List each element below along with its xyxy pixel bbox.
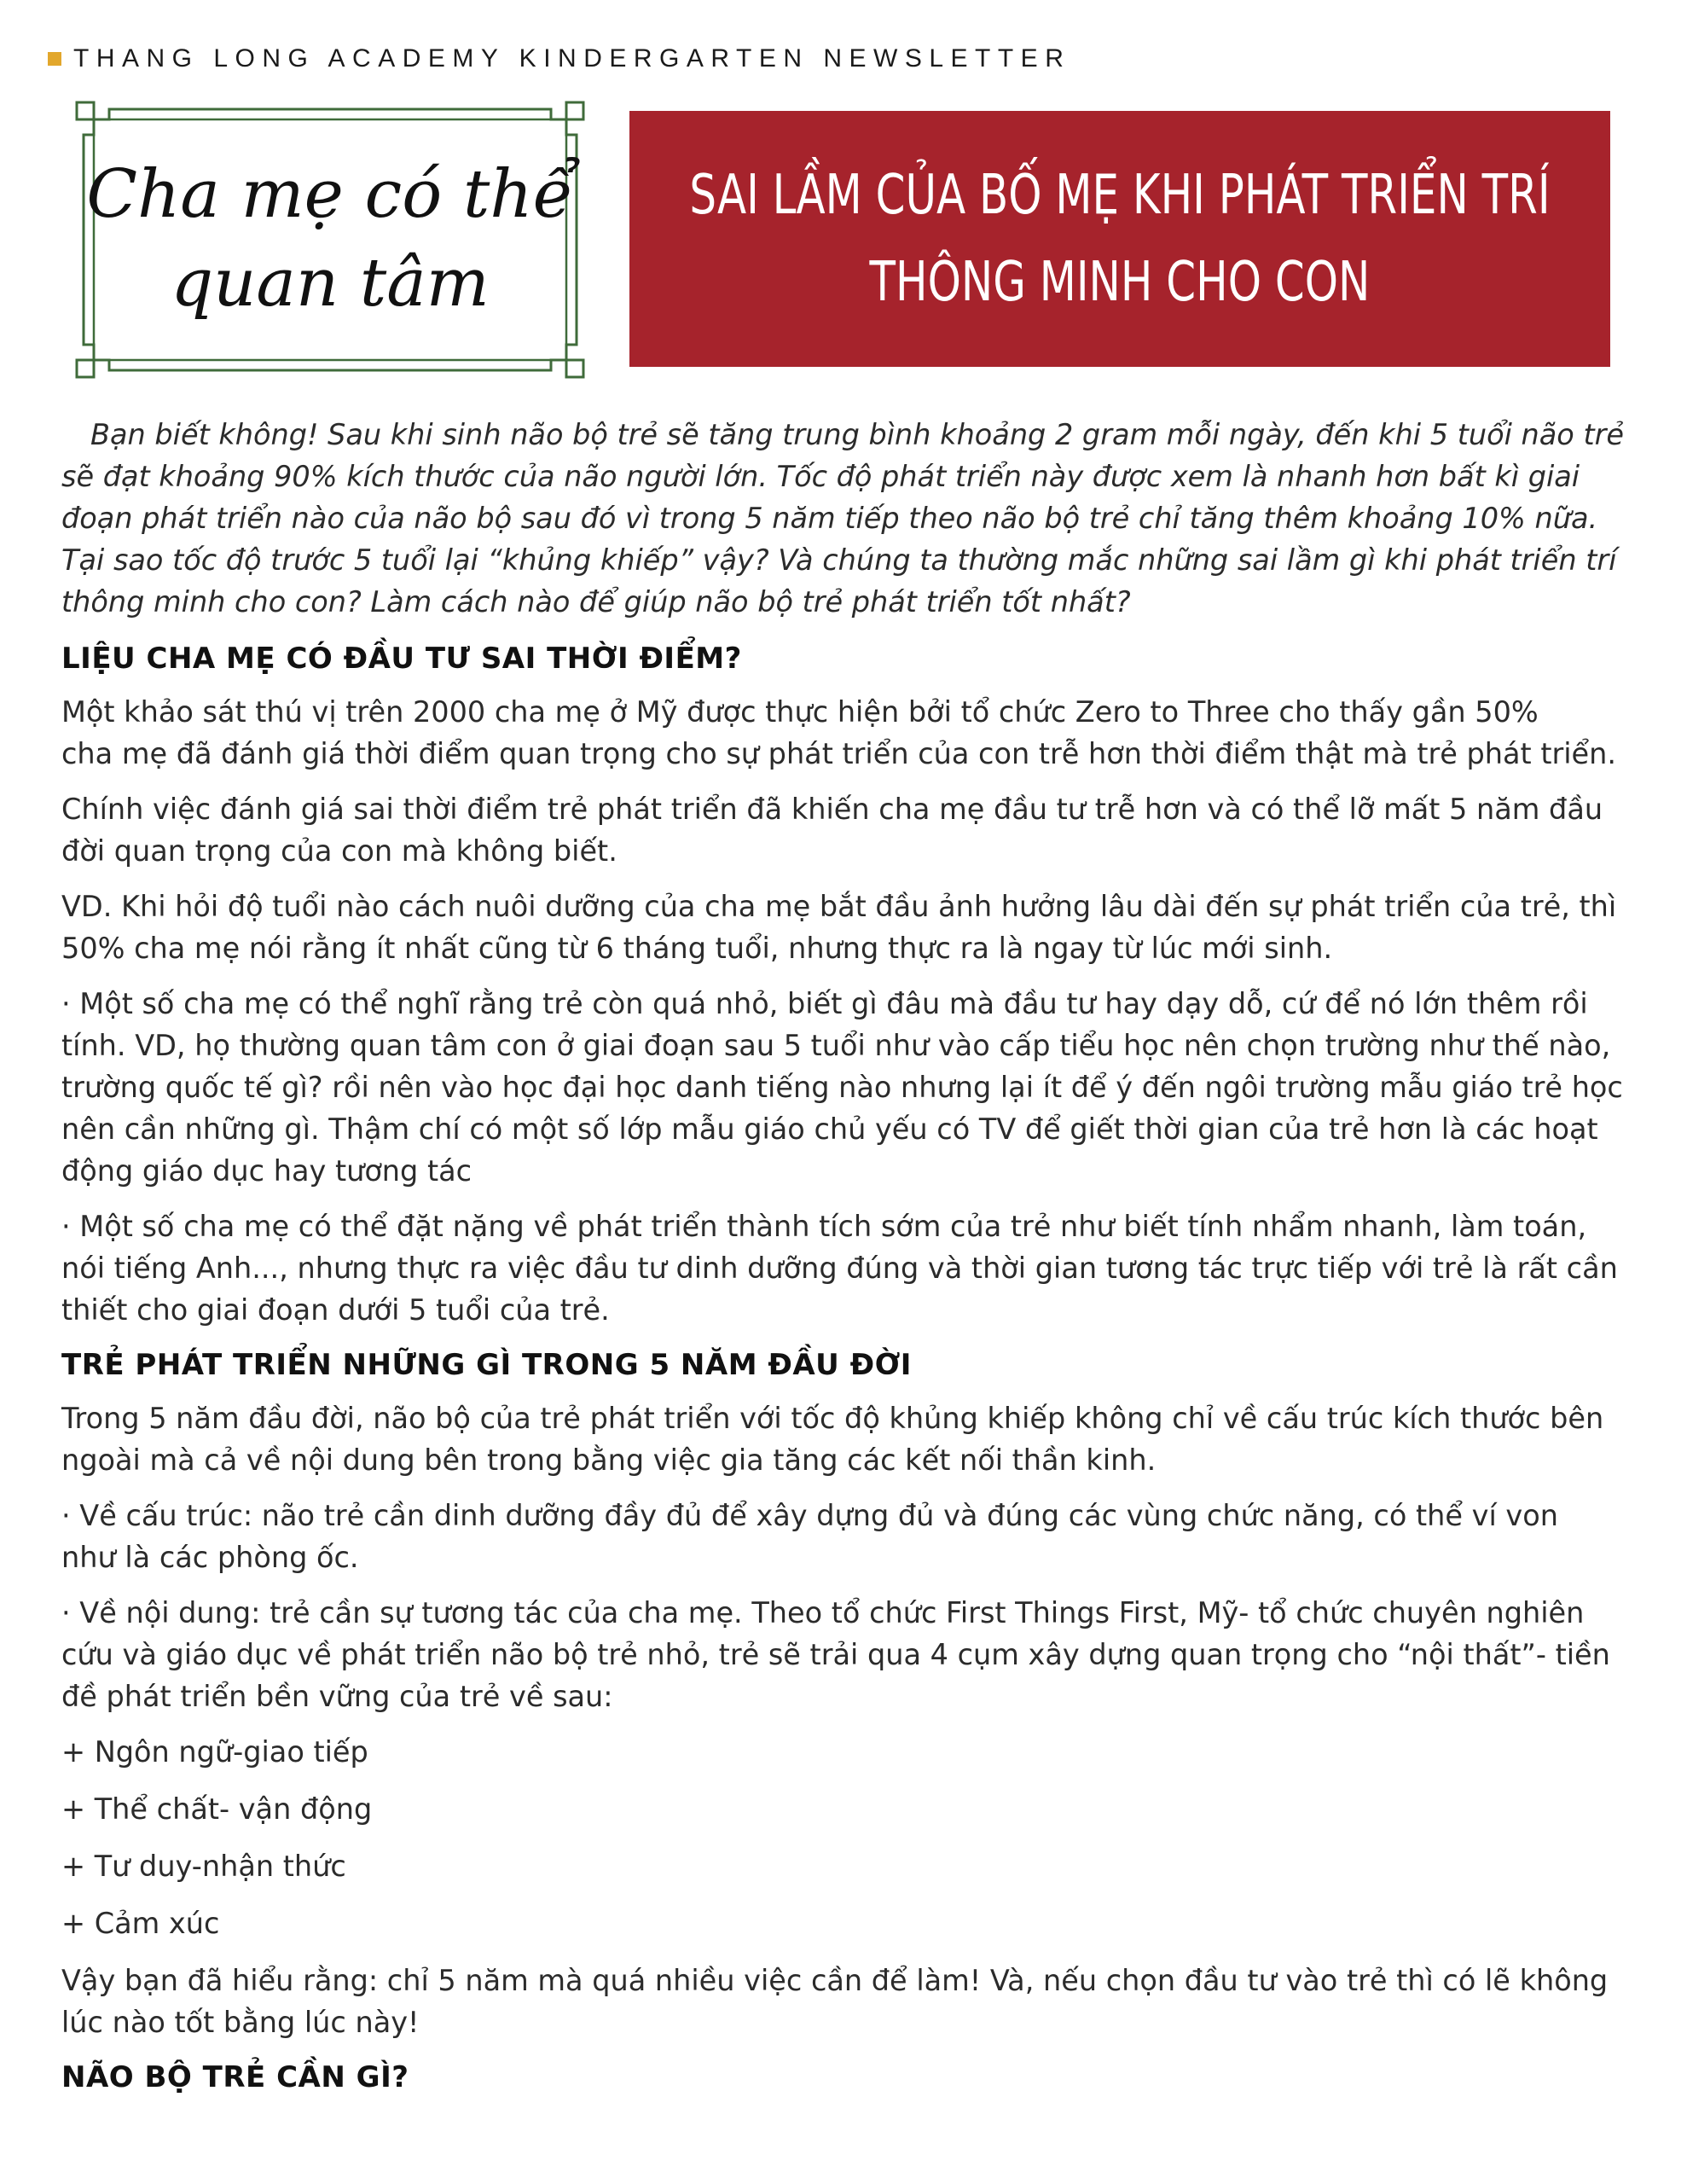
text-line: Tại sao tốc độ trước 5 tuổi lại “khủng khiếp” vậy? Và chúng ta thường mắc những sai lầm gì khi phát triển trí — [61, 543, 1617, 577]
text-line: VD. Khi hỏi độ tuổi nào cách nuôi dưỡng của cha mẹ bắt đầu ảnh hưởng lâu dài đến sự phát triển của trẻ, thì — [61, 890, 1617, 923]
intro-paragraph — [61, 414, 1629, 623]
text-line: 50% cha mẹ nói rằng ít nhất cũng từ 6 tháng tuổi, nhưng thực ra là ngay từ lúc mới sinh. — [61, 932, 1333, 965]
article-title-banner — [629, 111, 1610, 367]
text-line: cứu và giáo dục về phát triển não bộ trẻ nhỏ, trẻ sẽ trải qua 4 cụm xây dựng quan trọng cho “nội thất”- tiền — [61, 1638, 1610, 1671]
list-item: + Ngôn ngữ-giao tiếp — [61, 1735, 368, 1769]
article-title-line-2: THÔNG MINH CHO CON — [869, 251, 1371, 314]
text-line: cha mẹ đã đánh giá thời điểm quan trọng cho sự phát triển của con trễ hơn thời điểm thật mà trẻ phát triển. — [61, 737, 1617, 770]
text-line: động giáo dục hay tương tác — [61, 1154, 472, 1188]
article-title — [689, 152, 1550, 326]
article-body — [61, 414, 1629, 2110]
text-line: Chính việc đánh giá sai thời điểm trẻ phát triển đã khiến cha mẹ đầu tư trễ hơn và có thể lỡ mất 5 năm đầu — [61, 793, 1603, 826]
text-line: Vậy bạn đã hiểu rằng: chỉ 5 năm mà quá nhiều việc cần để làm! Và, nếu chọn đầu tư vào trẻ thì có lẽ không — [61, 1964, 1609, 1997]
section-heading-timing: LIỆU CHA MẸ CÓ ĐẦU TƯ SAI THỜI ĐIỂM? — [61, 642, 742, 676]
text-line: Một khảo sát thú vị trên 2000 cha mẹ ở Mỹ được thực hiện bởi tổ chức Zero to Three cho thấy gần 50% — [61, 695, 1539, 729]
section-label-frame — [75, 101, 585, 379]
text-line: · Một số cha mẹ có thể đặt nặng về phát triển thành tích sớm của trẻ như biết tính nhẩm nhanh, làm toán, — [61, 1210, 1587, 1243]
section-label-text — [75, 150, 585, 328]
text-line: nói tiếng Anh..., nhưng thực ra việc đầu tư dinh dưỡng đúng và thời gian tương tác trực tiếp với trẻ là rất cần — [61, 1252, 1618, 1285]
text-line: đời quan trọng của con mà không biết. — [61, 834, 617, 868]
bullet-paragraph — [61, 1592, 1629, 1717]
paragraph — [61, 788, 1629, 872]
text-line: · Về cấu trúc: não trẻ cần dinh dưỡng đầy đủ để xây dựng đủ và đúng các vùng chức năng, có thể ví von — [61, 1499, 1558, 1532]
text-line: · Về nội dung: trẻ cần sự tương tác của cha mẹ. Theo tổ chức First Things First, Mỹ- tổ chức chuyên nghiên — [61, 1596, 1585, 1629]
list-item: + Thể chất- vận động — [61, 1792, 373, 1826]
article-title-line-1: SAI LẦM CỦA BỐ MẸ KHI PHÁT TRIỂN TRÍ — [689, 164, 1551, 227]
text-line: đề phát triển bền vững của trẻ về sau: — [61, 1680, 613, 1713]
section-label-line-2: quan tâm — [171, 245, 490, 322]
text-line: · Một số cha mẹ có thể nghĩ rằng trẻ còn quá nhỏ, biết gì đâu mà đầu tư hay dạy dỗ, cứ để nó lớn thêm rồi — [61, 987, 1588, 1020]
text-line: ngoài mà cả về nội dung bên trong bằng việc gia tăng các kết nối thần kinh. — [61, 1443, 1157, 1477]
paragraph — [61, 691, 1629, 775]
paragraph — [61, 1960, 1629, 2043]
bullet-paragraph — [61, 1495, 1629, 1578]
text-line: như là các phòng ốc. — [61, 1541, 359, 1574]
list-item: + Tư duy-nhận thức — [61, 1850, 346, 1883]
text-line: trường quốc tế gì? rồi nên vào học đại học danh tiếng nào nhưng lại ít để ý đến ngôi trường mẫu giáo trẻ học — [61, 1071, 1623, 1104]
text-line: thiết cho giai đoạn dưới 5 tuổi của trẻ. — [61, 1293, 610, 1327]
bullet-paragraph — [61, 983, 1629, 1192]
text-line: thông minh cho con? Làm cách nào để giúp não bộ trẻ phát triển tốt nhất? — [61, 585, 1131, 619]
newsletter-masthead — [48, 44, 1070, 73]
text-line: tính. VD, họ thường quan tâm con ở giai đoạn sau 5 tuổi như vào cấp tiểu học nên chọn trường như thế nào, — [61, 1029, 1611, 1062]
masthead-square-icon — [48, 52, 61, 66]
text-line: Bạn biết không! Sau khi sinh não bộ trẻ sẽ tăng trung bình khoảng 2 gram mỗi ngày, đến khi 5 tuổi não trẻ — [90, 418, 1624, 451]
paragraph — [61, 1397, 1629, 1481]
list-item: + Cảm xúc — [61, 1907, 220, 1940]
section-heading-brain-needs: NÃO BỘ TRẺ CẦN GÌ? — [61, 2060, 409, 2094]
section-heading-development: TRẺ PHÁT TRIỂN NHỮNG GÌ TRONG 5 NĂM ĐẦU ĐỜI — [61, 1348, 912, 1382]
text-line: nên cần những gì. Thậm chí có một số lớp mẫu giáo chủ yếu có TV để giết thời gian của trẻ hơn là các hoạt — [61, 1112, 1598, 1146]
text-line: Trong 5 năm đầu đời, não bộ của trẻ phát triển với tốc độ khủng khiếp không chỉ về cấu trúc kích thước bên — [61, 1402, 1604, 1435]
text-line: đoạn phát triển nào của não bộ sau đó vì trong 5 năm tiếp theo não bộ trẻ chỉ tăng thêm khoảng 10% nữa. — [61, 502, 1598, 535]
paragraph — [61, 886, 1629, 969]
bullet-paragraph — [61, 1205, 1629, 1331]
text-line: lúc nào tốt bằng lúc này! — [61, 2006, 420, 2039]
section-label-line-1: Cha mẹ có thể — [86, 156, 574, 233]
text-line: sẽ đạt khoảng 90% kích thước của não người lớn. Tốc độ phát triển này được xem là nhanh hơn bất kì giai — [61, 460, 1580, 493]
masthead-text: THANG LONG ACADEMY KINDERGARTEN NEWSLETTER — [73, 44, 1071, 73]
